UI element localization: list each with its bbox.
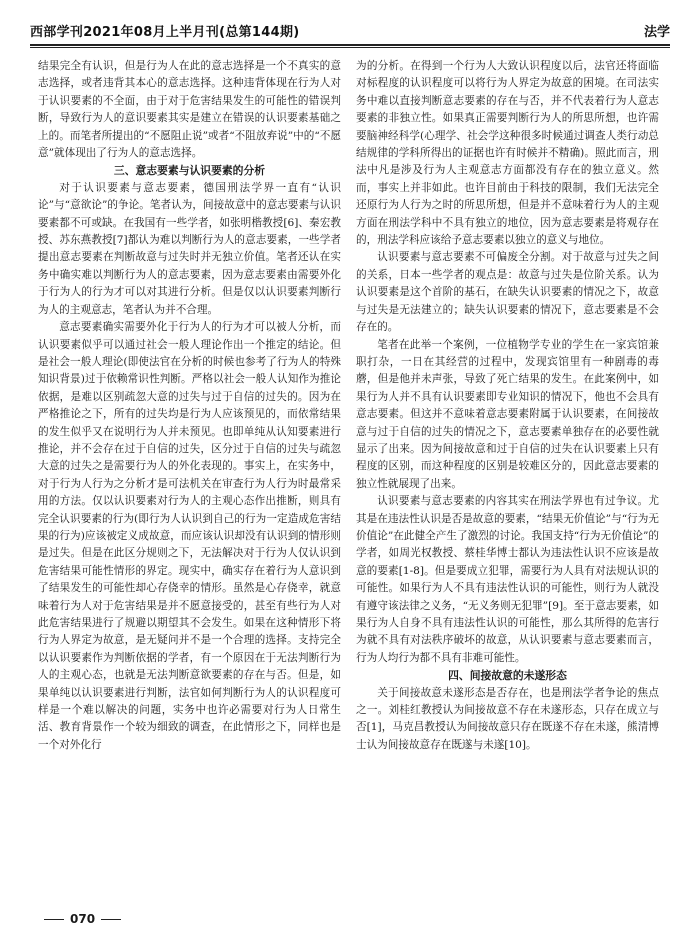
page-footer [38,912,127,926]
paragraph: 认识要素与意志要素的内容其实在刑法学界也有过争议。尤其是在违法性认识是否是故意的要素，“结果无价值论”与“行为无价值论”在此健全产生了激烈的讨论。我国支持“行为无价值论”的学者，如周光权教授、蔡桂华博士都认为违法性认识不应该是故意的要素[1-8]。但是要成立犯罪，需要行为人具有对法规认识的可能性。如果行为人不具有违法性认识的可能性，则行为人就没有遵守该法律之义务，“无义务则无犯罪”[9]。至于意志要素，如果行为人自身不具有违法性认识的可能性，那么其所得的危害行为就不具有对法秩序破坏的故意，从认识要素与意志要素而言，行为人均行为都不具有非难可能性。 [356,495,659,664]
left-column [38,58,341,754]
page-number: 070 [70,912,96,926]
journal-title: 西部学刊2021年08月上半月刊(总第144期) [30,25,300,40]
header-rule-thin [30,47,670,48]
paragraph: 笔者在此举一个案例，一位植物学专业的学生在一家宾馆兼职打杂，一日在其经营的过程中，发现宾馆里有一种剧毒的毒蘑，但是他并未声张，导致了死亡结果的发生。在此案例中，如果行为人并不具有认识要素即专业知识的情况下，他也不会具有意志要素。但这并不意味着意志要素附属于认识要素，在间接故意与过于自信的过失的情况之下，意志要素单独存在的必要性就显示了出来。因为间接故意和过于自信的过失在认识要素上只有程度的区别，而这种程度的区别是较难区分的，因此意志要素的独立性就展现了出来。 [356,338,659,490]
paragraph: 结果完全有认识，但是行为人在此的意志选择是一个不真实的意志选择，或者违背其本心的意志选择。这种违背体现在行为人对于认识要素的不全面，由于对于危害结果发生的可能性的错误判断，导致行为人的意识要素其实是建立在错误的认识要素基础之上的。而笔者所提出的“不愿阻止说”或者“不阻放弃说”中的“不愿意”就体现出了行为人的意志选择。 [38,60,341,160]
footer-dash-left [44,919,64,920]
section-label: 法学 [643,25,670,40]
paragraph: 对于认识要素与意志要素，德国刑法学界一直有“认识论”与“意欲论”的争论。笔者认为，间接故意中的意志要素与认识要素都不可或缺。在我国有一些学者，如张明楷教授[6]、秦宏教授、苏东燕教授[7]都认为难以判断行为人的意志要素，一些学者提出意志要素在判断故意与过失时并无独立价值。笔者还认在实务中确实难以判断行为人的意志要素，因为意志要素由需要外化于行为人的行为才可以对其进行分析。但是仅以认识要素判断行为人的主观意志，笔者认为并不合理。 [38,181,341,316]
paragraph: 为的分析。在得到一个行为人大致认识程度以后，法官还将面临对标程度的认识程度可以将行为人界定为故意的困境。在司法实务中难以直接判断意志要素的存在与否，并不代表着行为人意志要素的非独立性。如果真正需要判断行为人的所思所想，也许需要脑神经科学(心理学、社会学这种很多时候通过调查人类行动总结规律的学科所得出的证据也许有时候并不精确)。照此而言，刑法中凡是涉及行为人主观意志方面都没有存在的独立意义。然而，事实上并非如此。也许目前由于科技的限制，我们无法完全还原行为人行为之时的所思所想，但是并不意味着行为人的主观方面在刑法学科中不具有独立的地位，因为意志要素是将观存在的，刑法学科应该给予意志要素以独立的意义与地位。 [356,60,659,247]
section-heading: 四、间接故意的未遂形态 [448,669,567,683]
header-rule [30,44,670,46]
paragraph: 认识要素与意志要素不可偏废全分割。对于故意与过失之间的关系，日本一些学者的观点是：故意与过失是位阶关系。认为认识要素是这个首阶的基石，在缺失认识要素的情况之下，故意与过失是无法建立的；缺失认识要素的情况下，意志要素是不会存在的。 [356,251,659,334]
footer-dash-right [101,919,121,920]
right-column [356,58,659,754]
page-header [30,16,670,40]
section-heading: 三、意志要素与认识要素的分析 [113,164,266,178]
paragraph: 意志要素确实需要外化于行为人的行为才可以被人分析，而认识要素似乎可以通过社会一般人理论作出一个推定的结论。但是社会一般人理论(即使法官在分析的时候也参考了行为人的特殊知识背景)过于依赖常识性判断。严格以社会一般人认知作为推论依据，是难以区别疏忽大意的过失与过于自信的过失的。因为在严格推论之下，所有的过失均是行为人应该预见的，而依常结果的发生似乎又在说明行为人并未预见。也即单纯从认知要素进行推论，并不会存在过于自信的过失，区分过于自信的过失与疏忽大意的过失之是需要行为人的外化表现的。事实上，在实务中，对于行为人行为之分析才是可法机关在审查行为人行为时最常采用的方法。仅以认识要素对行为人的主观心态作出推断，则具有完全认识要素的行为(即行为人认识到自己的行为一定造成危害结果的行为)应该被定义成故意，而应该认识却没有认识到的情形则是过失。但是在此区分规则之下，无法解决对于行为人仅认识到危害结果可能性情形的界定。现实中，确实存在着行为人意识到了结果发生的可能性却心存侥幸的情形。虽然是心存侥幸，就意味着行为人对于危害结果是并不愿意接受的，甚至有些行为人对此危害结果进行了规避以期望其不会发生。如果在这种情形下将行为人界定为故意，是无疑问并不是一个合理的选择。支持完全以认识要素作为判断依据的学者，有一个原因在于无法判断行为人的主观心态，也就是无法判断意欲要素的存在与否。但是，如果单纯以认识要素进行判断，法官如何判断行为人的认识程度可样是一个难以解决的问题，实务中也许必需要对行为人日常生活、教育背景作一个较为细致的调查，在此情形之下，同样也是一个对外化行 [38,321,341,751]
paragraph: 关于间接故意未遂形态是否存在，也是刑法学者争论的焦点之一。刘桂红教授认为间接故意不存在未遂形态，只存在成立与否[1]，马克昌教授认为间接故意只存在既遂不存在未遂，熊清博士认为间接故意存在既遂与未遂[10]。 [356,686,659,751]
